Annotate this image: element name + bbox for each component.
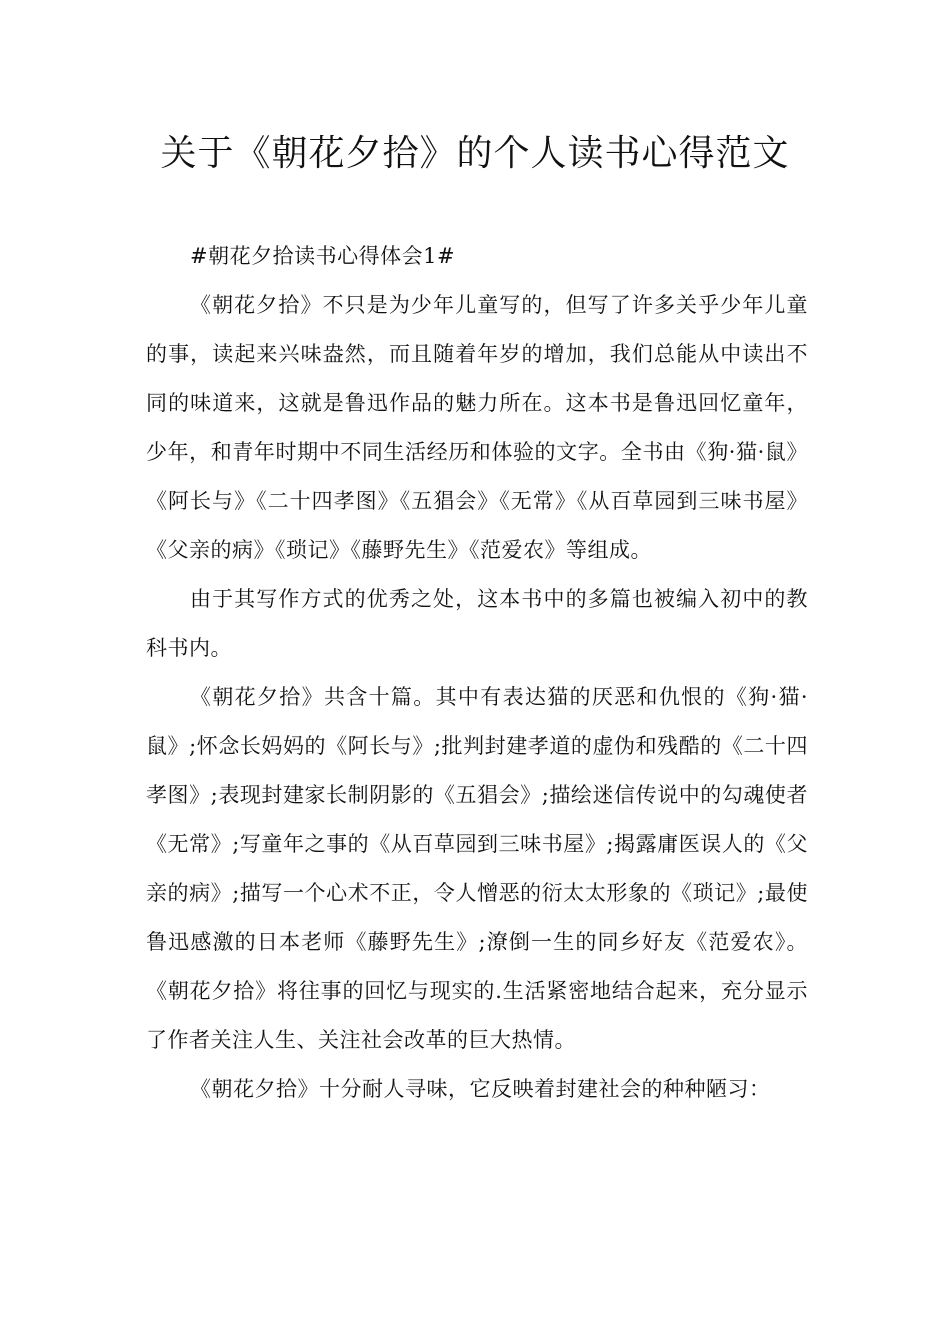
paragraph: 由于其写作方式的优秀之处，这本书中的多篇也被编入初中的教科书内。 — [146, 587, 808, 660]
paragraph: 《朝花夕拾》十分耐人寻味，它反映着封建社会的种种陋习： — [190, 1077, 771, 1101]
paragraph: 《朝花夕拾》不只是为少年儿童写的，但写了许多关乎少年儿童的事，读起来兴味盎然，而且随着年岁的增加，我们总能从中读出不同的味道来，这就是鲁迅作品的魅力所在。这本书是鲁迅回忆童年，少年，和青年时期中不同生活经历和体验的文字。全书由《狗·猫·鼠》《阿长与》《二十四孝图》《五猖会》《无常》《从百草园到三味书屋》《父亲的病》《琐记》《藤野先生》《范爱农》等组成。 — [146, 293, 808, 562]
document-body — [146, 232, 808, 1114]
paragraph: 《朝花夕拾》共含十篇。其中有表达猫的厌恶和仇恨的《狗·猫·鼠》;怀念长妈妈的《阿长与》;批判封建孝道的虚伪和残酷的《二十四孝图》;表现封建家长制阴影的《五猖会》;描绘迷信传说中的勾魂使者《无常》;写童年之事的《从百草园到三味书屋》;揭露庸医误人的《父亲的病》;描写一个心术不正，令人憎恶的衍太太形象的《琐记》;最使鲁迅感激的日本老师《藤野先生》;潦倒一生的同乡好友《范爱农》。《朝花夕拾》将往事的回忆与现实的.生活紧密地结合起来，充分显示了作者关注人生、关注社会改革的巨大热情。 — [146, 685, 808, 1052]
page-title: 关于《朝花夕拾》的个人读书心得范文 — [160, 133, 790, 174]
section-heading: #朝花夕拾读书心得体会1# — [190, 244, 456, 268]
